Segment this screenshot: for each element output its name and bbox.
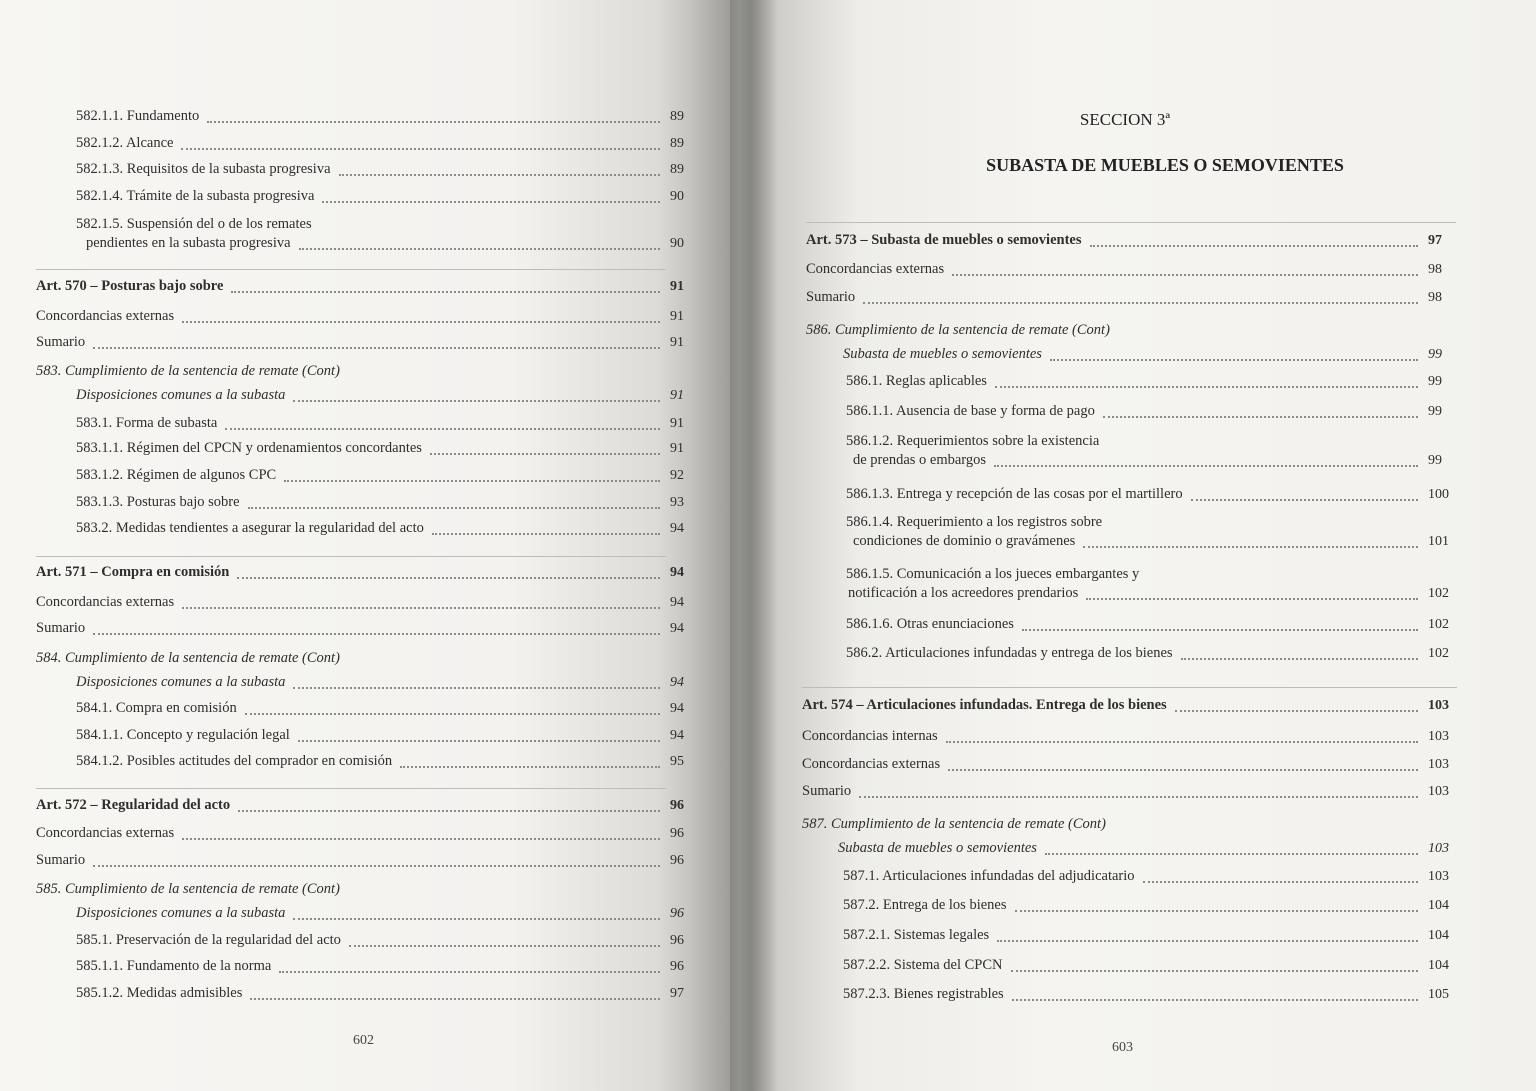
toc-entry-title: 582.1.4. Trámite de la subasta progresiva bbox=[76, 188, 315, 204]
right-toc-entry bbox=[802, 756, 1458, 773]
dot-leader bbox=[349, 945, 660, 947]
toc-page-number: 95 bbox=[670, 754, 684, 769]
toc-page-number: 91 bbox=[670, 441, 684, 456]
section-divider bbox=[36, 556, 666, 557]
right-toc-entry bbox=[846, 514, 1458, 550]
left-toc-entry bbox=[76, 985, 700, 1002]
toc-page-number: 99 bbox=[1428, 404, 1442, 419]
right-toc-entry bbox=[806, 232, 1458, 249]
dot-leader bbox=[1090, 245, 1419, 247]
section-title: SUBASTA DE MUEBLES O SEMOVIENTES bbox=[986, 155, 1344, 175]
toc-page-number: 104 bbox=[1428, 958, 1449, 973]
dot-leader bbox=[1181, 658, 1418, 660]
dot-leader bbox=[93, 865, 660, 867]
toc-entry-title: 586.1.6. Otras enunciaciones bbox=[846, 616, 1014, 632]
right-toc-entry bbox=[846, 403, 1458, 420]
dot-leader bbox=[952, 274, 1418, 276]
left-toc-entry bbox=[76, 958, 700, 975]
toc-page-number: 97 bbox=[670, 986, 684, 1001]
toc-page-number: 104 bbox=[1428, 898, 1449, 913]
dot-leader bbox=[339, 174, 660, 176]
toc-page-number: 105 bbox=[1428, 987, 1449, 1002]
toc-entry-title: Art. 573 – Subasta de muebles o semovientes bbox=[806, 232, 1082, 248]
toc-page-number: 91 bbox=[670, 279, 684, 294]
toc-entry-title: Sumario bbox=[36, 334, 86, 350]
dot-leader bbox=[293, 918, 660, 920]
toc-entry-title: Sumario bbox=[36, 852, 86, 868]
toc-entry-title: Disposiciones comunes a la subasta bbox=[76, 387, 286, 403]
section-divider bbox=[806, 222, 1456, 223]
right-toc-entry bbox=[843, 986, 1458, 1003]
toc-page-number: 91 bbox=[670, 416, 684, 431]
toc-page-number: 94 bbox=[670, 521, 684, 536]
left-toc-entry bbox=[76, 905, 700, 922]
left-toc-entry bbox=[76, 415, 700, 432]
toc-entry-title: 587.1. Articulaciones infundadas del adjudicatario bbox=[843, 868, 1135, 884]
toc-entry-title: Subasta de muebles o semovientes bbox=[838, 840, 1037, 856]
toc-page-number: 91 bbox=[670, 309, 684, 324]
toc-entry-title: Art. 571 – Compra en comisión bbox=[36, 564, 230, 580]
toc-page-number: 89 bbox=[670, 162, 684, 177]
dot-leader bbox=[1175, 710, 1418, 712]
toc-entry-title: 585.1.2. Medidas admisibles bbox=[76, 985, 243, 1001]
toc-entry-title: 586.1.1. Ausencia de base y forma de pago bbox=[846, 403, 1095, 419]
toc-entry-title: 582.1.1. Fundamento bbox=[76, 108, 200, 124]
toc-page-number: 93 bbox=[670, 495, 684, 510]
toc-page-number: 94 bbox=[670, 675, 684, 690]
toc-entry-title: 586.1.2. Requerimientos sobre la existencia bbox=[846, 433, 1100, 449]
toc-page-number: 94 bbox=[670, 595, 684, 610]
section-divider bbox=[802, 687, 1457, 688]
toc-entry-title: 585.1.1. Fundamento de la norma bbox=[76, 958, 272, 974]
toc-entry-title: 584. Cumplimiento de la sentencia de remate (Cont) bbox=[36, 650, 340, 666]
toc-entry-title: 587. Cumplimiento de la sentencia de remate (Cont) bbox=[802, 816, 1106, 832]
toc-page-number: 92 bbox=[670, 468, 684, 483]
toc-page-number: 100 bbox=[1428, 487, 1449, 502]
toc-page-number: 98 bbox=[1428, 262, 1442, 277]
left-toc-entry bbox=[76, 188, 700, 205]
toc-entry-title: Sumario bbox=[36, 620, 86, 636]
dot-leader bbox=[1086, 598, 1418, 600]
toc-entry-title: Sumario bbox=[802, 783, 852, 799]
section-divider bbox=[36, 788, 666, 789]
left-toc-entry bbox=[36, 620, 700, 637]
dot-leader bbox=[284, 480, 660, 482]
dot-leader bbox=[1045, 853, 1418, 855]
toc-page-number: 103 bbox=[1428, 784, 1449, 799]
dot-leader bbox=[237, 577, 660, 579]
toc-entry-title: 584.1.2. Posibles actitudes del comprador en comisión bbox=[76, 753, 393, 769]
left-toc-entry bbox=[76, 387, 700, 404]
toc-page-number: 97 bbox=[1428, 233, 1442, 248]
dot-leader bbox=[238, 810, 660, 812]
left-toc-entry bbox=[76, 520, 700, 537]
toc-entry-title: 586.1. Reglas aplicables bbox=[846, 373, 987, 389]
dot-leader bbox=[1015, 910, 1419, 912]
toc-page-number: 94 bbox=[670, 728, 684, 743]
left-toc-entry bbox=[36, 650, 700, 667]
dot-leader bbox=[1012, 999, 1418, 1001]
toc-entry-title: 582.1.3. Requisitos de la subasta progresiva bbox=[76, 161, 331, 177]
left-page-number: 602 bbox=[353, 1033, 374, 1048]
dot-leader bbox=[225, 428, 660, 430]
toc-page-number: 94 bbox=[670, 565, 684, 580]
dot-leader bbox=[400, 766, 660, 768]
toc-entry-title-continued: de prendas o embargos bbox=[853, 452, 987, 468]
toc-page-number: 91 bbox=[670, 335, 684, 350]
toc-entry-title: 587.2.1. Sistemas legales bbox=[843, 927, 990, 943]
toc-entry-title: 584.1.1. Concepto y regulación legal bbox=[76, 727, 290, 743]
toc-page-number: 96 bbox=[670, 826, 684, 841]
toc-page-number: 96 bbox=[670, 853, 684, 868]
toc-page-number: 99 bbox=[1428, 453, 1442, 468]
toc-page-number: 101 bbox=[1428, 534, 1449, 549]
left-toc-entry bbox=[76, 494, 700, 511]
left-toc-entry bbox=[36, 825, 700, 842]
right-toc-entry bbox=[846, 486, 1458, 503]
toc-entry-title-continued: pendientes en la subasta progresiva bbox=[86, 235, 291, 251]
dot-leader bbox=[93, 347, 660, 349]
dot-leader bbox=[293, 400, 660, 402]
dot-leader bbox=[1103, 416, 1418, 418]
left-toc-entry bbox=[36, 278, 700, 295]
toc-entry-title: Subasta de muebles o semovientes bbox=[843, 346, 1042, 362]
right-toc-entry bbox=[806, 289, 1458, 306]
left-toc-entry bbox=[76, 932, 700, 949]
dot-leader bbox=[994, 465, 1418, 467]
left-toc-entry bbox=[76, 440, 700, 457]
toc-page-number: 102 bbox=[1428, 617, 1449, 632]
dot-leader bbox=[181, 148, 660, 150]
toc-page-number: 103 bbox=[1428, 841, 1449, 856]
dot-leader bbox=[948, 769, 1418, 771]
right-toc-entry bbox=[843, 927, 1458, 944]
toc-page-number: 103 bbox=[1428, 757, 1449, 772]
dot-leader bbox=[859, 796, 1418, 798]
left-toc-entry bbox=[36, 797, 700, 814]
toc-page-number: 96 bbox=[670, 959, 684, 974]
toc-page-number: 99 bbox=[1428, 347, 1442, 362]
section-divider bbox=[36, 269, 666, 270]
right-toc-entry bbox=[802, 697, 1458, 714]
left-toc-entry bbox=[76, 135, 700, 152]
toc-entry-title: Art. 572 – Regularidad del acto bbox=[36, 797, 231, 813]
toc-entry-title: Concordancias externas bbox=[802, 756, 941, 772]
left-toc-entry bbox=[76, 161, 700, 178]
dot-leader bbox=[1022, 629, 1418, 631]
toc-page-number: 91 bbox=[670, 388, 684, 403]
right-toc-entry bbox=[802, 728, 1458, 745]
dot-leader bbox=[279, 971, 660, 973]
toc-entry-title: 586.2. Articulaciones infundadas y entrega de los bienes bbox=[846, 645, 1173, 661]
left-toc-entry bbox=[36, 852, 700, 869]
dot-leader bbox=[245, 713, 660, 715]
toc-entry-title: 583.1. Forma de subasta bbox=[76, 415, 218, 431]
toc-entry-title: Disposiciones comunes a la subasta bbox=[76, 674, 286, 690]
right-toc-entry bbox=[806, 322, 1458, 339]
toc-entry-title: 583.2. Medidas tendientes a asegurar la regularidad del acto bbox=[76, 520, 424, 536]
toc-entry-title: 586.1.4. Requerimiento a los registros sobre bbox=[846, 514, 1103, 530]
toc-page-number: 89 bbox=[670, 109, 684, 124]
right-page-number: 603 bbox=[1112, 1040, 1133, 1055]
dot-leader bbox=[997, 940, 1418, 942]
toc-entry-title: 582.1.5. Suspensión del o de los remates bbox=[76, 216, 312, 232]
toc-entry-title-continued: notificación a los acreedores prendarios bbox=[848, 585, 1079, 601]
dot-leader bbox=[432, 533, 660, 535]
left-toc-entry bbox=[76, 108, 700, 125]
toc-page-number: 94 bbox=[670, 701, 684, 716]
left-toc-entry bbox=[36, 308, 700, 325]
dot-leader bbox=[1083, 546, 1418, 548]
toc-page-number: 99 bbox=[1428, 374, 1442, 389]
toc-page-number: 98 bbox=[1428, 290, 1442, 305]
right-toc-entry bbox=[838, 840, 1458, 857]
toc-page-number: 102 bbox=[1428, 586, 1449, 601]
dot-leader bbox=[1050, 359, 1418, 361]
dot-leader bbox=[995, 386, 1418, 388]
right-toc-entry bbox=[846, 566, 1458, 602]
toc-entry-title: 583.1.1. Régimen del CPCN y ordenamientos concordantes bbox=[76, 440, 422, 456]
dot-leader bbox=[299, 248, 660, 250]
toc-entry-title: Concordancias internas bbox=[802, 728, 938, 744]
toc-entry-title: 586.1.3. Entrega y recepción de las cosas por el martillero bbox=[846, 486, 1183, 502]
left-toc-entry bbox=[76, 727, 700, 744]
left-toc-entry bbox=[36, 594, 700, 611]
toc-page-number: 94 bbox=[670, 621, 684, 636]
left-toc-entry bbox=[36, 363, 700, 380]
toc-page-number: 103 bbox=[1428, 869, 1449, 884]
right-toc-entry bbox=[843, 868, 1458, 885]
toc-entry-title: Concordancias externas bbox=[806, 261, 945, 277]
toc-page-number: 102 bbox=[1428, 646, 1449, 661]
left-toc-entry bbox=[76, 467, 700, 484]
toc-entry-title: 584.1. Compra en comisión bbox=[76, 700, 237, 716]
toc-entry-title: 583.1.2. Régimen de algunos CPC bbox=[76, 467, 277, 483]
right-toc-entry bbox=[846, 645, 1458, 662]
right-toc-entry bbox=[802, 816, 1458, 833]
right-toc-entry bbox=[843, 957, 1458, 974]
left-toc-entry bbox=[36, 334, 700, 351]
toc-entry-title-continued: condiciones de dominio o gravámenes bbox=[853, 533, 1076, 549]
toc-entry-title: 587.2.3. Bienes registrables bbox=[843, 986, 1004, 1002]
toc-page-number: 96 bbox=[670, 798, 684, 813]
dot-leader bbox=[207, 121, 660, 123]
toc-entry-title: 586.1.5. Comunicación a los jueces embargantes y bbox=[846, 566, 1140, 582]
toc-entry-title: 582.1.2. Alcance bbox=[76, 135, 174, 151]
toc-page-number: 103 bbox=[1428, 729, 1449, 744]
dot-leader bbox=[248, 507, 660, 509]
toc-entry-title: 585. Cumplimiento de la sentencia de remate (Cont) bbox=[36, 881, 340, 897]
section-label: SECCION 3ª bbox=[1079, 110, 1171, 129]
dot-leader bbox=[946, 741, 1418, 743]
dot-leader bbox=[322, 201, 660, 203]
toc-entry-title: 587.2.2. Sistema del CPCN bbox=[843, 957, 1003, 973]
toc-page-number: 90 bbox=[670, 189, 684, 204]
right-toc-entry bbox=[846, 616, 1458, 633]
dot-leader bbox=[93, 633, 660, 635]
right-toc-entry bbox=[802, 783, 1458, 800]
right-toc-entry bbox=[846, 433, 1458, 469]
toc-entry-title: Art. 570 – Posturas bajo sobre bbox=[36, 278, 224, 294]
left-toc-entry bbox=[76, 753, 700, 770]
dot-leader bbox=[1191, 499, 1418, 501]
toc-entry-title: Sumario bbox=[806, 289, 856, 305]
right-toc-entry bbox=[843, 346, 1458, 363]
dot-leader bbox=[863, 302, 1418, 304]
dot-leader bbox=[293, 687, 660, 689]
dot-leader bbox=[250, 998, 660, 1000]
toc-entry-title: Disposiciones comunes a la subasta bbox=[76, 905, 286, 921]
dot-leader bbox=[182, 838, 660, 840]
toc-entry-title: Concordancias externas bbox=[36, 825, 175, 841]
right-toc-entry bbox=[846, 373, 1458, 390]
toc-page-number: 89 bbox=[670, 136, 684, 151]
left-toc-entry bbox=[36, 881, 700, 898]
toc-entry-title: Concordancias externas bbox=[36, 308, 175, 324]
left-toc-entry bbox=[76, 700, 700, 717]
dot-leader bbox=[1011, 970, 1418, 972]
dot-leader bbox=[231, 291, 660, 293]
toc-entry-title: Concordancias externas bbox=[36, 594, 175, 610]
toc-entry-title: 583. Cumplimiento de la sentencia de remate (Cont) bbox=[36, 363, 340, 379]
toc-page-number: 96 bbox=[670, 906, 684, 921]
right-toc-entry bbox=[806, 261, 1458, 278]
dot-leader bbox=[182, 607, 660, 609]
toc-entry-title: 586. Cumplimiento de la sentencia de remate (Cont) bbox=[806, 322, 1110, 338]
dot-leader bbox=[430, 453, 660, 455]
toc-page-number: 96 bbox=[670, 933, 684, 948]
toc-entry-title: 583.1.3. Posturas bajo sobre bbox=[76, 494, 240, 510]
toc-entry-title: 587.2. Entrega de los bienes bbox=[843, 897, 1007, 913]
dot-leader bbox=[182, 321, 660, 323]
left-toc-entry bbox=[36, 564, 700, 581]
right-toc-entry bbox=[843, 897, 1458, 914]
toc-page-number: 104 bbox=[1428, 928, 1449, 943]
toc-page-number: 90 bbox=[670, 236, 684, 251]
left-toc-entry bbox=[76, 216, 700, 252]
toc-page-number: 103 bbox=[1428, 698, 1449, 713]
left-toc-entry bbox=[76, 674, 700, 691]
dot-leader bbox=[1143, 881, 1418, 883]
toc-entry-title: Art. 574 – Articulaciones infundadas. Entrega de los bienes bbox=[802, 697, 1167, 713]
dot-leader bbox=[298, 740, 660, 742]
toc-entry-title: 585.1. Preservación de la regularidad del acto bbox=[76, 932, 341, 948]
